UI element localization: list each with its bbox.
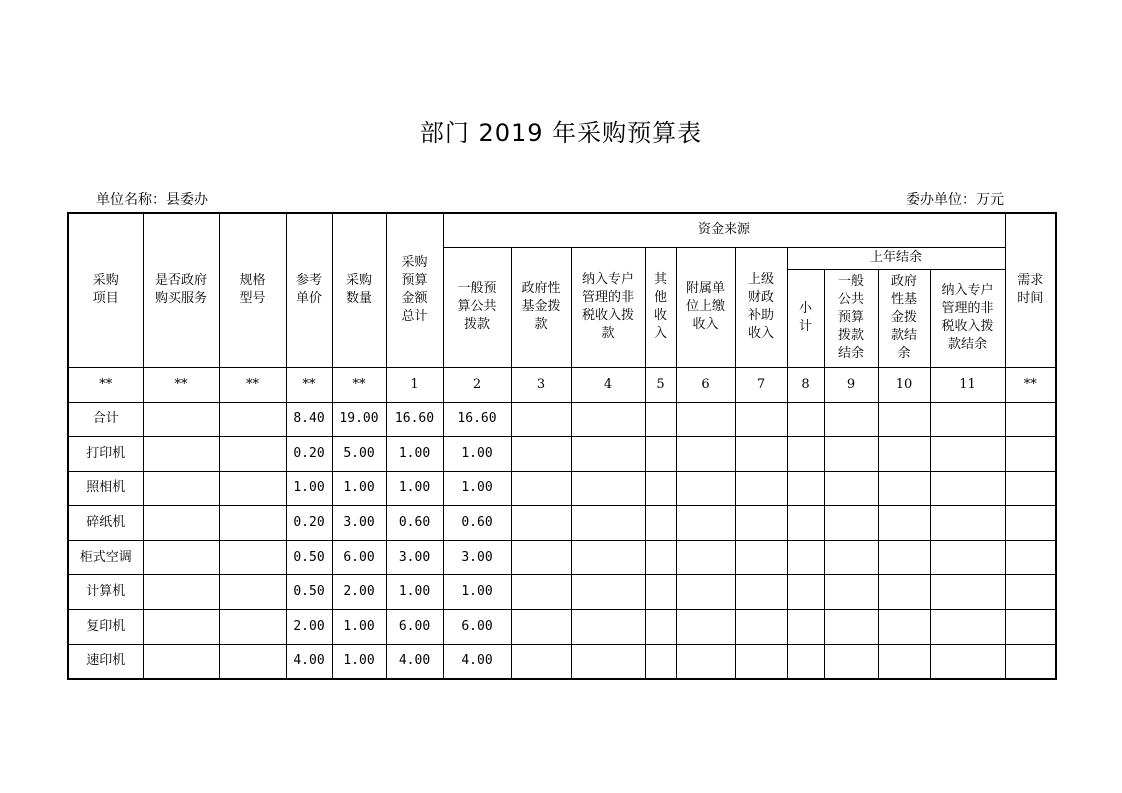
empty-cell	[645, 506, 676, 541]
empty-cell	[787, 506, 824, 541]
empty-cell	[511, 471, 571, 506]
gov-purchase-cell	[143, 471, 219, 506]
empty-cell	[930, 437, 1005, 472]
qty-cell: 1.00	[332, 471, 386, 506]
currency-unit-label: 委办单位：万元	[906, 192, 1004, 208]
empty-cell	[930, 610, 1005, 645]
empty-cell	[1005, 540, 1056, 575]
general-budget-cell: 4.00	[443, 644, 511, 679]
empty-cell	[735, 506, 787, 541]
empty-cell	[645, 575, 676, 610]
index-cell: **	[286, 367, 332, 402]
header-affiliated: 附属单 位上缴 收入	[676, 247, 735, 367]
header-ly-general: 一般 公共 预算 拨款 结余	[824, 269, 878, 367]
empty-cell	[824, 644, 878, 679]
spec-cell	[219, 644, 286, 679]
budget-total-cell: 4.00	[386, 644, 443, 679]
budget-total-cell: 6.00	[386, 610, 443, 645]
empty-cell	[735, 437, 787, 472]
general-budget-cell: 1.00	[443, 437, 511, 472]
empty-cell	[511, 540, 571, 575]
empty-cell	[735, 402, 787, 437]
budget-total-cell: 1.00	[386, 471, 443, 506]
header-ly-gov-fund: 政府 性基 金拨 款结 余	[878, 269, 930, 367]
spec-cell	[219, 575, 286, 610]
ref-price-cell: 8.40	[286, 402, 332, 437]
empty-cell	[930, 506, 1005, 541]
index-cell: 1	[386, 367, 443, 402]
empty-cell	[676, 575, 735, 610]
empty-cell	[1005, 575, 1056, 610]
table-row	[68, 575, 1056, 610]
empty-cell	[735, 644, 787, 679]
budget-total-cell: 0.60	[386, 506, 443, 541]
empty-cell	[824, 610, 878, 645]
empty-cell	[824, 506, 878, 541]
empty-cell	[1005, 402, 1056, 437]
index-cell: 3	[511, 367, 571, 402]
header-gov-purchase: 是否政府 购买服务	[143, 213, 219, 367]
gov-purchase-cell	[143, 402, 219, 437]
empty-cell	[824, 437, 878, 472]
empty-cell	[930, 575, 1005, 610]
header-demand-time: 需求 时间	[1005, 213, 1056, 367]
index-cell: 7	[735, 367, 787, 402]
gov-purchase-cell	[143, 506, 219, 541]
table-row	[68, 402, 1056, 437]
empty-cell	[1005, 506, 1056, 541]
empty-cell	[676, 644, 735, 679]
budget-total-cell: 1.00	[386, 575, 443, 610]
empty-cell	[787, 575, 824, 610]
table-row	[68, 644, 1056, 679]
page-title: 部门 2019 年采购预算表	[419, 119, 703, 147]
qty-cell: 1.00	[332, 644, 386, 679]
empty-cell	[645, 437, 676, 472]
empty-cell	[787, 437, 824, 472]
empty-cell	[645, 610, 676, 645]
gov-purchase-cell	[143, 437, 219, 472]
table-row	[68, 437, 1056, 472]
header-funding-source: 资金来源	[443, 213, 1005, 247]
empty-cell	[571, 610, 645, 645]
index-cell: 6	[676, 367, 735, 402]
empty-cell	[878, 610, 930, 645]
empty-cell	[676, 402, 735, 437]
gov-purchase-cell	[143, 575, 219, 610]
qty-cell: 5.00	[332, 437, 386, 472]
header-item: 采购 项目	[68, 213, 143, 367]
spec-cell	[219, 506, 286, 541]
header-gov-fund: 政府性 基金拨 款	[511, 247, 571, 367]
ref-price-cell: 0.50	[286, 575, 332, 610]
empty-cell	[930, 402, 1005, 437]
empty-cell	[571, 540, 645, 575]
empty-cell	[787, 610, 824, 645]
table-row	[68, 610, 1056, 645]
empty-cell	[571, 506, 645, 541]
spec-cell	[219, 437, 286, 472]
empty-cell	[1005, 437, 1056, 472]
empty-cell	[511, 437, 571, 472]
ref-price-cell: 0.20	[286, 437, 332, 472]
header-other-income: 其 他 收 入	[645, 247, 676, 367]
index-cell: 2	[443, 367, 511, 402]
item-name-cell: 照相机	[68, 471, 143, 506]
empty-cell	[930, 540, 1005, 575]
spec-cell	[219, 610, 286, 645]
empty-cell	[1005, 610, 1056, 645]
general-budget-cell: 0.60	[443, 506, 511, 541]
empty-cell	[571, 644, 645, 679]
empty-cell	[824, 540, 878, 575]
item-name-cell: 计算机	[68, 575, 143, 610]
index-cell: 9	[824, 367, 878, 402]
empty-cell	[787, 540, 824, 575]
empty-cell	[878, 437, 930, 472]
empty-cell	[824, 471, 878, 506]
general-budget-cell: 1.00	[443, 471, 511, 506]
empty-cell	[735, 575, 787, 610]
ref-price-cell: 1.00	[286, 471, 332, 506]
index-cell: 8	[787, 367, 824, 402]
table-row	[68, 471, 1056, 506]
table-row	[68, 506, 1056, 541]
header-superior: 上级 财政 补助 收入	[735, 247, 787, 367]
empty-cell	[1005, 471, 1056, 506]
empty-cell	[787, 471, 824, 506]
budget-total-cell: 3.00	[386, 540, 443, 575]
qty-cell: 3.00	[332, 506, 386, 541]
general-budget-cell: 3.00	[443, 540, 511, 575]
qty-cell: 6.00	[332, 540, 386, 575]
empty-cell	[930, 471, 1005, 506]
empty-cell	[511, 506, 571, 541]
empty-cell	[645, 644, 676, 679]
header-non-tax: 纳入专户 管理的非 税收入拨 款	[571, 247, 645, 367]
empty-cell	[511, 402, 571, 437]
general-budget-cell: 16.60	[443, 402, 511, 437]
header-qty: 采购 数量	[332, 213, 386, 367]
empty-cell	[571, 402, 645, 437]
empty-cell	[878, 644, 930, 679]
header-ref-price: 参考 单价	[286, 213, 332, 367]
ref-price-cell: 0.20	[286, 506, 332, 541]
empty-cell	[930, 644, 1005, 679]
empty-cell	[878, 540, 930, 575]
empty-cell	[735, 471, 787, 506]
empty-cell	[824, 402, 878, 437]
spec-cell	[219, 471, 286, 506]
spec-cell	[219, 540, 286, 575]
empty-cell	[645, 402, 676, 437]
ref-price-cell: 0.50	[286, 540, 332, 575]
empty-cell	[787, 644, 824, 679]
empty-cell	[824, 575, 878, 610]
empty-cell	[511, 575, 571, 610]
gov-purchase-cell	[143, 610, 219, 645]
budget-total-cell: 16.60	[386, 402, 443, 437]
index-row	[68, 367, 1056, 402]
index-cell: 4	[571, 367, 645, 402]
empty-cell	[735, 540, 787, 575]
empty-cell	[878, 575, 930, 610]
item-name-cell: 打印机	[68, 437, 143, 472]
empty-cell	[571, 575, 645, 610]
empty-cell	[676, 437, 735, 472]
empty-cell	[645, 540, 676, 575]
procurement-budget-table	[67, 212, 1057, 680]
header-general-budget: 一般预 算公共 拨款	[443, 247, 511, 367]
item-name-cell: 柜式空调	[68, 540, 143, 575]
item-name-cell: 复印机	[68, 610, 143, 645]
empty-cell	[676, 506, 735, 541]
index-cell: **	[332, 367, 386, 402]
ref-price-cell: 4.00	[286, 644, 332, 679]
empty-cell	[735, 610, 787, 645]
item-name-cell: 碎纸机	[68, 506, 143, 541]
header-spec: 规格 型号	[219, 213, 286, 367]
index-cell: **	[219, 367, 286, 402]
qty-cell: 1.00	[332, 610, 386, 645]
empty-cell	[676, 610, 735, 645]
empty-cell	[787, 402, 824, 437]
empty-cell	[571, 471, 645, 506]
general-budget-cell: 6.00	[443, 610, 511, 645]
gov-purchase-cell	[143, 540, 219, 575]
empty-cell	[1005, 644, 1056, 679]
index-cell: 11	[930, 367, 1005, 402]
spec-cell	[219, 402, 286, 437]
index-cell: **	[143, 367, 219, 402]
empty-cell	[511, 610, 571, 645]
header-subtotal: 小 计	[787, 269, 824, 367]
empty-cell	[676, 540, 735, 575]
unit-name-label: 单位名称：县委办	[96, 192, 208, 208]
general-budget-cell: 1.00	[443, 575, 511, 610]
index-cell: 5	[645, 367, 676, 402]
budget-total-cell: 1.00	[386, 437, 443, 472]
gov-purchase-cell	[143, 644, 219, 679]
header-budget-total: 采购 预算 金额 总计	[386, 213, 443, 367]
empty-cell	[878, 506, 930, 541]
item-name-cell: 合计	[68, 402, 143, 437]
empty-cell	[676, 471, 735, 506]
index-cell: 10	[878, 367, 930, 402]
ref-price-cell: 2.00	[286, 610, 332, 645]
empty-cell	[645, 471, 676, 506]
table-row	[68, 540, 1056, 575]
empty-cell	[511, 644, 571, 679]
index-cell: **	[68, 367, 143, 402]
empty-cell	[878, 402, 930, 437]
empty-cell	[571, 437, 645, 472]
qty-cell: 2.00	[332, 575, 386, 610]
index-cell: **	[1005, 367, 1056, 402]
header-last-year-balance: 上年结余	[787, 247, 1005, 269]
qty-cell: 19.00	[332, 402, 386, 437]
header-ly-non-tax: 纳入专户 管理的非 税收入拨 款结余	[930, 269, 1005, 367]
item-name-cell: 速印机	[68, 644, 143, 679]
empty-cell	[878, 471, 930, 506]
